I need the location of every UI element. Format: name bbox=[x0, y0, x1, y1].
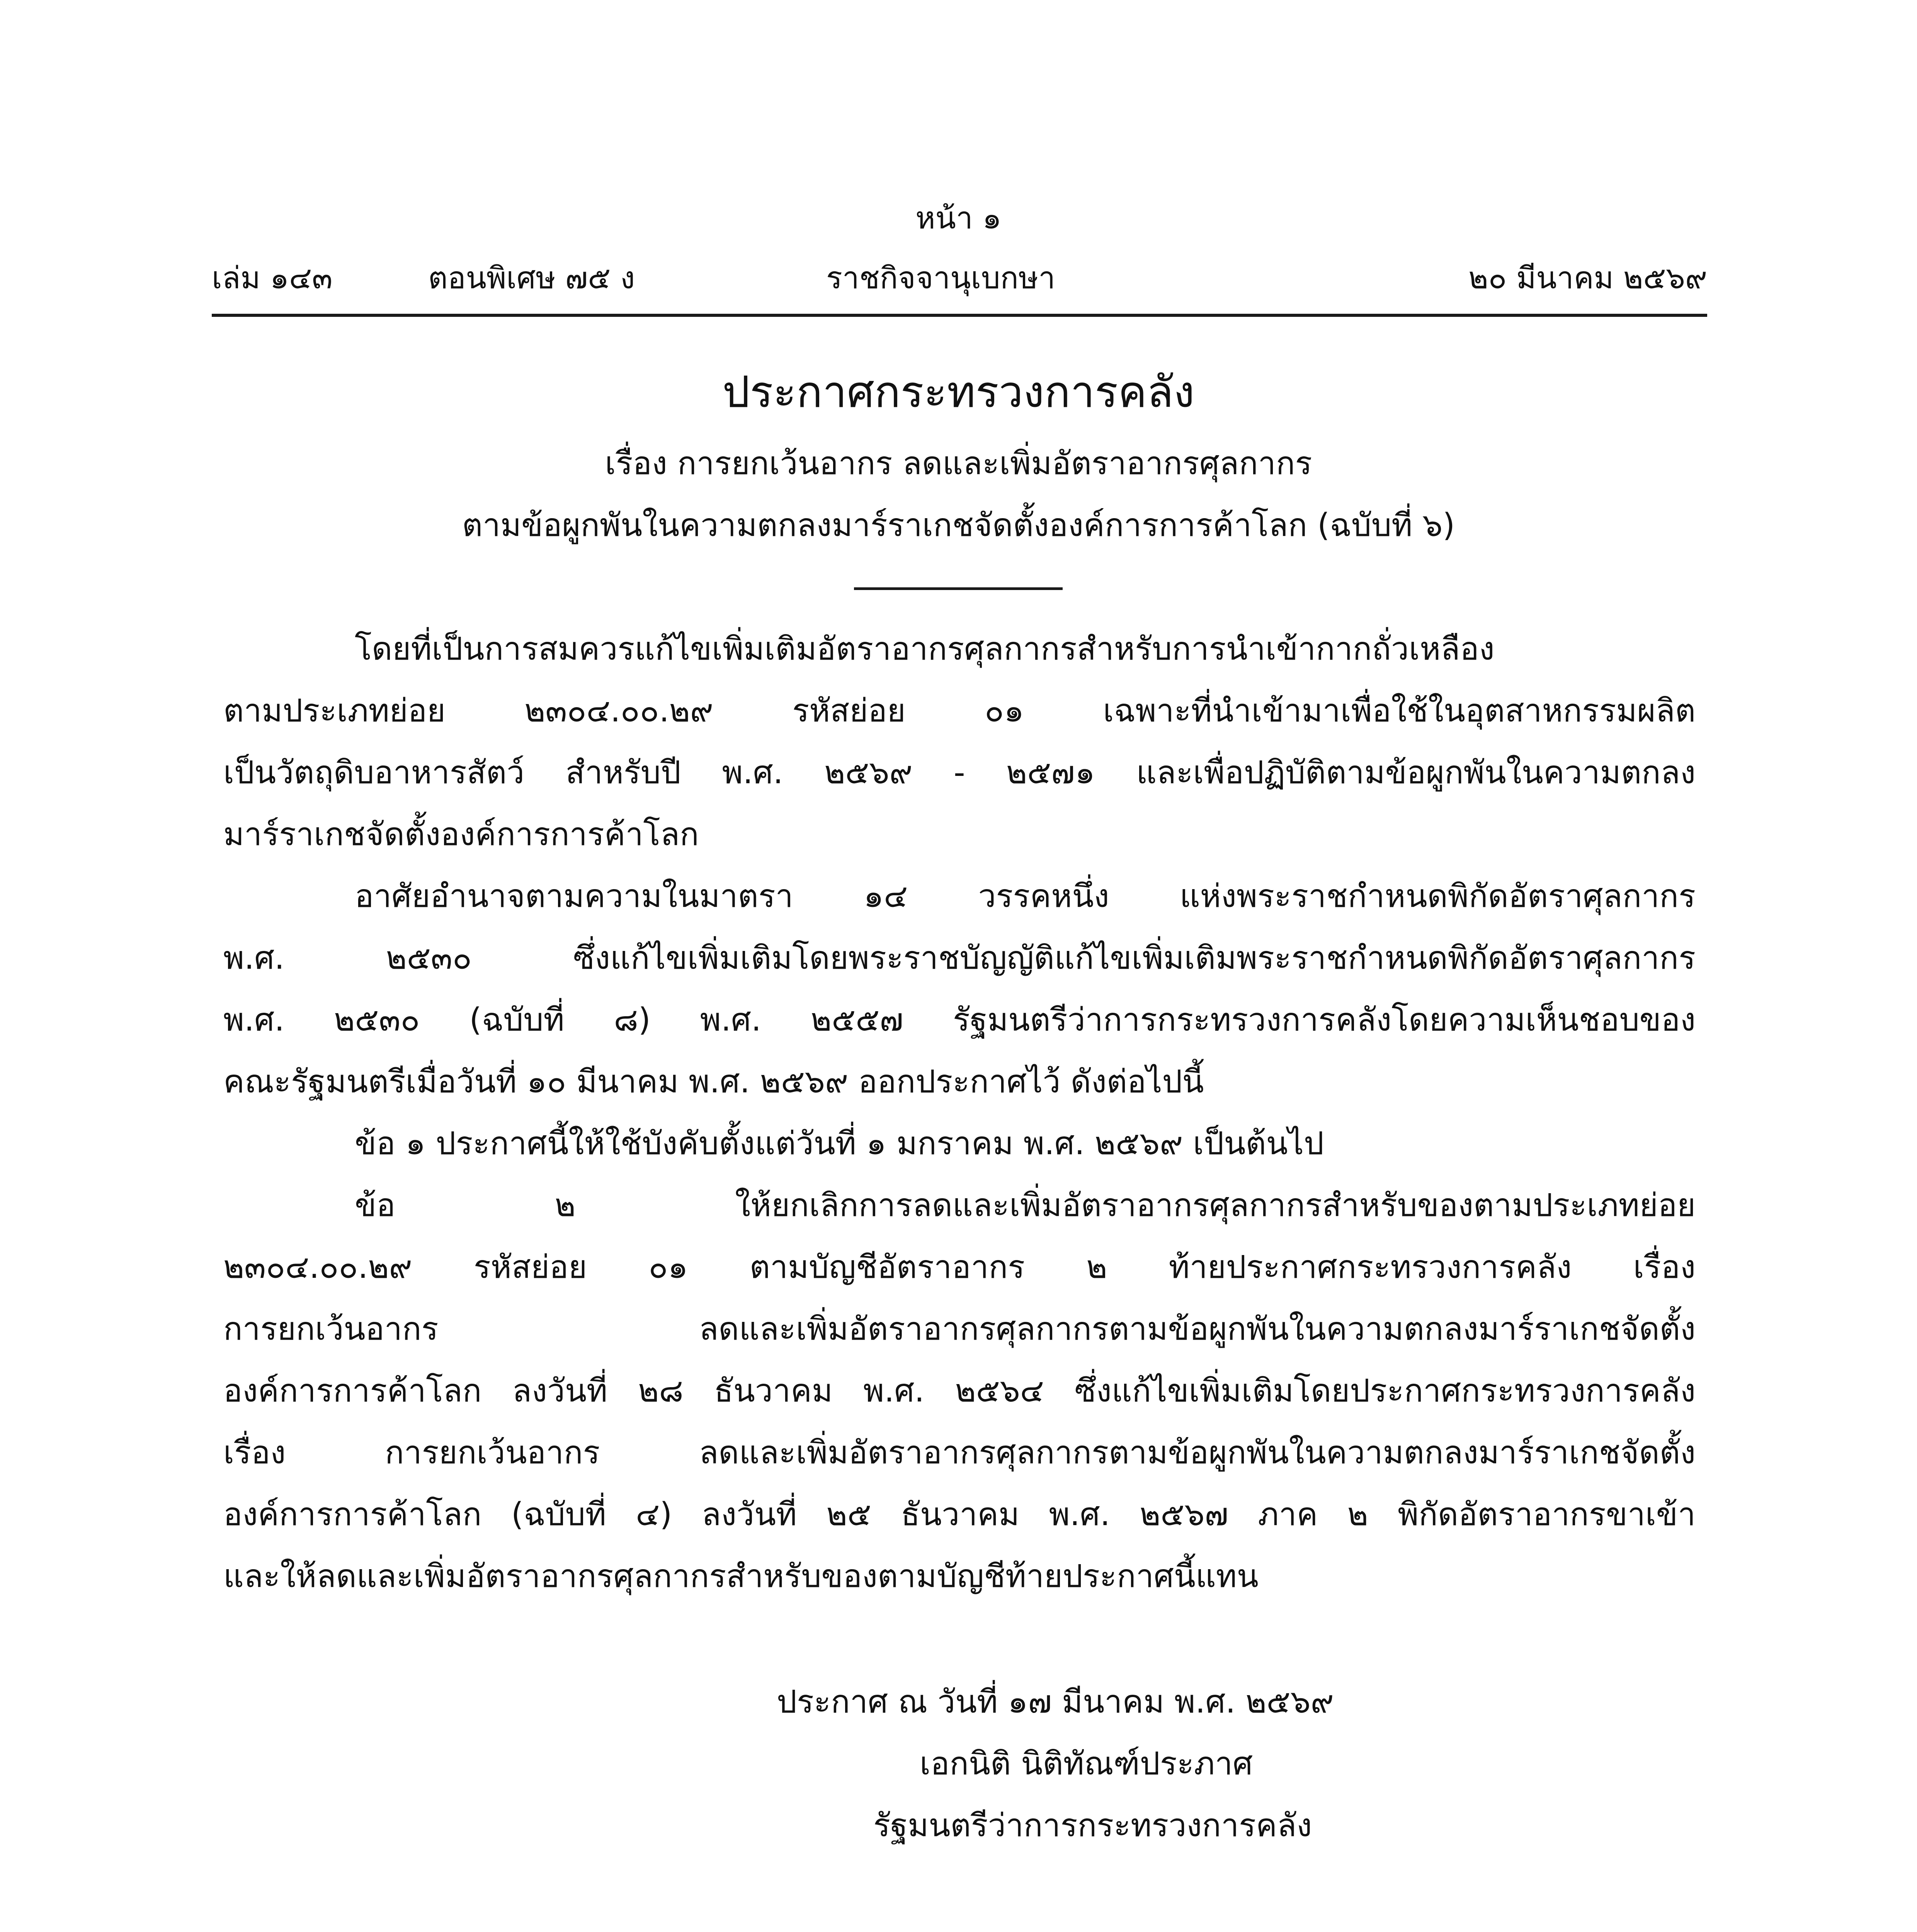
clause-1 bbox=[223, 1113, 1696, 1175]
text-line: การยกเว้นอากร ลดและเพิ่มอัตราอากรศุลกากรตามข้อผูกพันในความตกลงมาร์ราเกชจัดตั้ง bbox=[223, 1311, 1696, 1347]
text-line: มาร์ราเกชจัดตั้งองค์การการค้าโลก bbox=[223, 816, 699, 853]
gazette-date: ๒๐ มีนาคม ๒๕๖๙ bbox=[1468, 261, 1707, 296]
section-number: ตอนพิเศษ ๗๕ ง bbox=[428, 261, 635, 296]
text-line: พ.ศ. ๒๕๓๐ ซึ่งแก้ไขเพิ่มเติมโดยพระราชบัญญัติแก้ไขเพิ่มเติมพระราชกำหนดพิกัดอัตราศุลกากร bbox=[223, 940, 1696, 976]
text-line: ๒๓๐๔.๐๐.๒๙ รหัสย่อย ๐๑ ตามบัญชีอัตราอากร ๒ ท้ายประกาศกระทรวงการคลัง เรื่อง bbox=[223, 1249, 1696, 1286]
text-line: พ.ศ. ๒๕๓๐ (ฉบับที่ ๘) พ.ศ. ๒๕๕๗ รัฐมนตรีว่าการกระทรวงการคลังโดยความเห็นชอบของ bbox=[223, 1002, 1696, 1038]
text-line: ตามประเภทย่อย ๒๓๐๔.๐๐.๒๙ รหัสย่อย ๐๑ เฉพาะที่นำเข้ามาเพื่อใช้ในอุตสาหกรรมผลิต bbox=[223, 692, 1696, 729]
text-line: คณะรัฐมนตรีเมื่อวันที่ ๑๐ มีนาคม พ.ศ. ๒๕๖๙ ออกประกาศไว้ ดังต่อไปนี้ bbox=[223, 1063, 1204, 1100]
authority-paragraph bbox=[223, 866, 1696, 1113]
signatory-position: รัฐมนตรีว่าการกระทรวงการคลัง bbox=[873, 1807, 1312, 1844]
text-line: โดยที่เป็นการสมควรแก้ไขเพิ่มเติมอัตราอากรศุลกากรสำหรับการนำเข้ากากถั่วเหลือง bbox=[355, 631, 1495, 667]
gazette-header bbox=[212, 257, 1707, 299]
gazette-name: ราชกิจจานุเบกษา bbox=[826, 261, 1055, 296]
title-divider bbox=[854, 587, 1063, 590]
header-divider bbox=[212, 314, 1707, 317]
text-line: เป็นวัตถุดิบอาหารสัตว์ สำหรับปี พ.ศ. ๒๕๖๙ - ๒๕๗๑ และเพื่อปฏิบัติตามข้อผูกพันในความตกลง bbox=[223, 754, 1696, 791]
signature-date: ประกาศ ณ วันที่ ๑๗ มีนาคม พ.ศ. ๒๕๖๙ bbox=[777, 1684, 1334, 1720]
text-line: องค์การการค้าโลก ลงวันที่ ๒๘ ธันวาคม พ.ศ. ๒๕๖๔ ซึ่งแก้ไขเพิ่มเติมโดยประกาศกระทรวงการคลัง bbox=[223, 1372, 1696, 1409]
text-line: ข้อ ๑ ประกาศนี้ให้ใช้บังคับตั้งแต่วันที่ ๑ มกราคม พ.ศ. ๒๕๖๙ เป็นต้นไป bbox=[355, 1125, 1324, 1162]
signatory-name: เอกนิติ นิติทัณฑ์ประภาศ bbox=[920, 1745, 1253, 1782]
text-line: ข้อ ๒ ให้ยกเลิกการลดและเพิ่มอัตราอากรศุลกากรสำหรับของตามประเภทย่อย bbox=[355, 1187, 1696, 1224]
preamble-paragraph bbox=[223, 618, 1696, 866]
clause-2 bbox=[223, 1175, 1696, 1607]
volume-number: เล่ม ๑๔๓ bbox=[212, 261, 333, 296]
text-line: อาศัยอำนาจตามความในมาตรา ๑๔ วรรคหนึ่ง แห่งพระราชกำหนดพิกัดอัตราศุลกากร bbox=[355, 878, 1696, 915]
announcement-title: ประกาศกระทรวงการคลัง bbox=[722, 367, 1195, 417]
page-number: หน้า ๑ bbox=[915, 201, 1002, 236]
subject-line-2: ตามข้อผูกพันในความตกลงมาร์ราเกชจัดตั้งองค์การการค้าโลก (ฉบับที่ ๖) bbox=[462, 507, 1455, 544]
subject-line-1: เรื่อง การยกเว้นอากร ลดและเพิ่มอัตราอากรศุลกากร bbox=[605, 445, 1312, 482]
text-line: เรื่อง การยกเว้นอากร ลดและเพิ่มอัตราอากรศุลกากรตามข้อผูกพันในความตกลงมาร์ราเกชจัดตั้ง bbox=[223, 1434, 1696, 1471]
text-line: องค์การการค้าโลก (ฉบับที่ ๔) ลงวันที่ ๒๕ ธันวาคม พ.ศ. ๒๕๖๗ ภาค ๒ พิกัดอัตราอากรขาเข้า bbox=[223, 1496, 1696, 1533]
text-line: และให้ลดและเพิ่มอัตราอากรศุลกากรสำหรับของตามบัญชีท้ายประกาศนี้แทน bbox=[223, 1558, 1259, 1595]
